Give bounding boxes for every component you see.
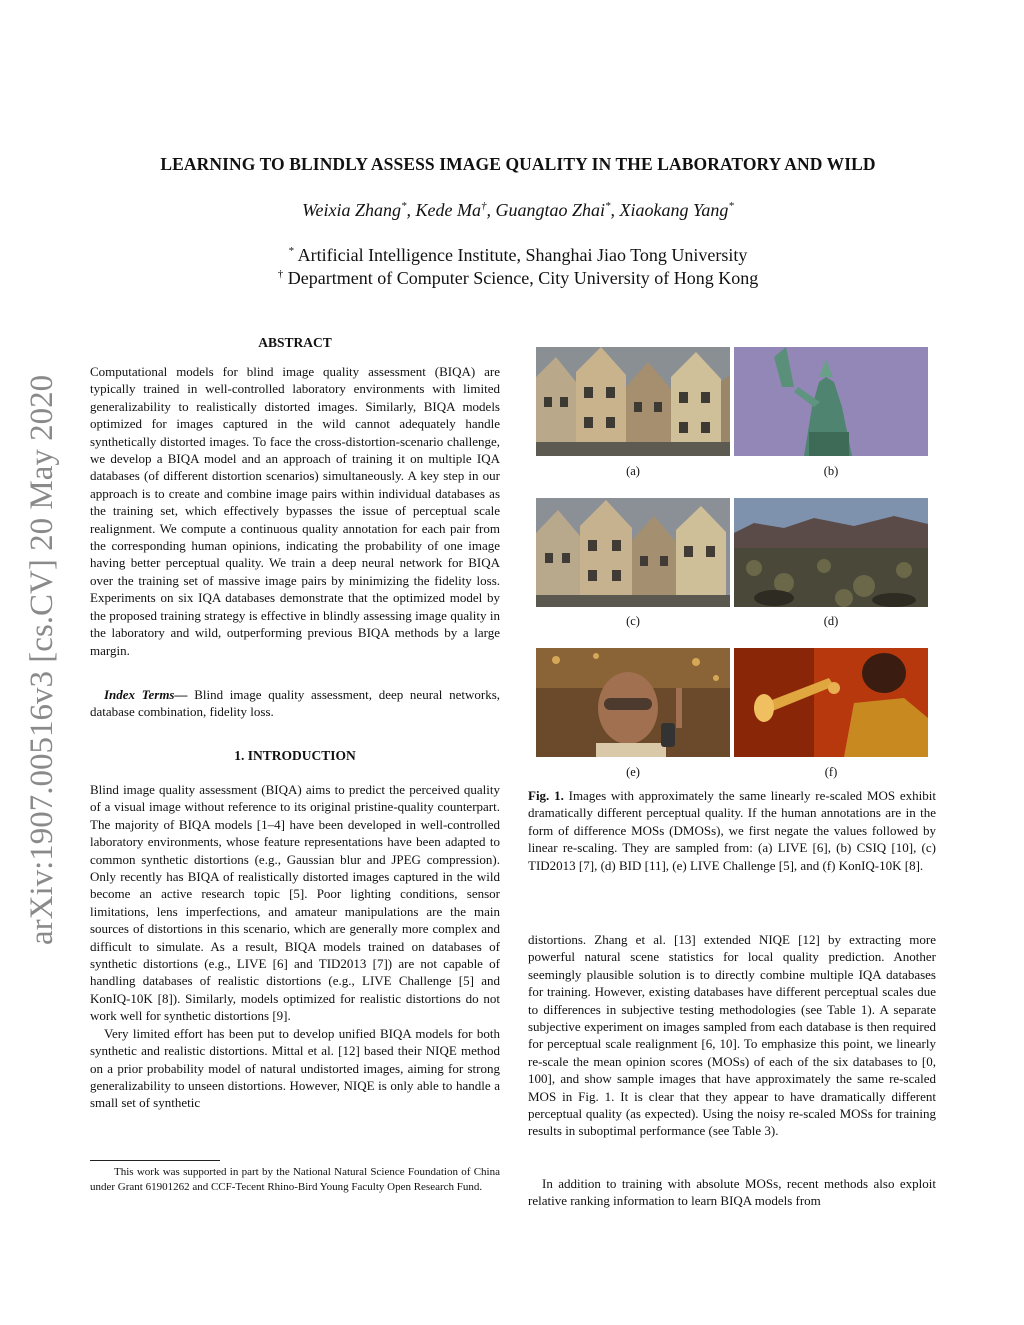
footnote-text: This work was supported in part by the National Natural Science Foundation of China under Grant 61901262 and CCF-Tecent Rhino-Bird Young Faculty Open Research Fund. [90,1166,500,1193]
caption-label: Fig. 1 [528,788,561,803]
affiliation-mark: † [277,268,284,280]
sublabel-a: (a) [626,464,640,478]
intro-paragraph-1: Blind image quality assessment (BIQA) aims to predict the perceived quality of a visual image without reference to its original pristine-quality counterpart. The majority of BIQA models [1–4] have been developed in well-controlled laboratory environments, whose feature representations have been adapted to common synthetic distortions (e.g., Gaussian blur and JPEG compression). Only recently has BIQA of realistically distorted images captured in the wild become an active research topic [5]. Poor lighting conditions, sensor limitations, lens imperfections, and amateur manipulations are the main sources of distortions in this scenario, which are generally more complex and difficult to simulate. As a result, BIQA models trained on databases of synthetic distortions (e.g., LIVE [6] and TID2013 [7]) are not capable of handling databases of realistic distortions (e.g., LIVE Challenge [5] and KonIQ-10K [8]). Similarly, models optimized for realistic distortions do not work well for synthetic distortions [9]. [90,782,500,1024]
intro-body [90,781,500,1112]
author-mark: * [605,200,611,212]
affiliation-text: Artificial Intelligence Institute, Shanghai Jiao Tong University [297,245,748,265]
abstract-heading: ABSTRACT [258,335,332,350]
footnote [90,1165,500,1194]
intro-continued [528,931,936,1140]
intro-paragraph-2: Very limited effort has been put to develop unified BIQA models for both synthetic and realistic distortions. Mittal et al. [12] based their NIQE method on a prior probability model of natural undistorted images, aiming for strong generalizability to unseen distortions. However, NIQE is only able to handle a small set of synthetic [90,1025,500,1111]
author-mark: † [480,200,487,212]
figure-image-b [734,347,928,456]
affiliation-2 [60,268,976,289]
index-terms-text: Blind image quality assessment, deep neural networks, database combination, fidelity loss. [90,687,501,720]
footnote-rule [90,1160,220,1161]
author-mark: * [728,200,734,212]
figure-image-a [536,347,730,456]
author-mark: * [401,200,407,212]
paper-title: LEARNING TO BLINDLY ASSESS IMAGE QUALITY IN THE LABORATORY AND WILD [160,154,876,174]
figure-image-d [734,498,928,607]
abstract-text: Computational models for blind image quality assessment (BIQA) are typically trained in well-controlled laboratory environments with limited generalizability to realistically distorted images. Similarly, BIQA models optimized for images captured in the wild cannot adequately handle synthetically distorted images. To face the cross-distortion-scenario challenge, we develop a BIQA model and an approach of training it on multiple IQA databases (of different distortion scenarios) simultaneously. A key step in our approach is to create and combine image pairs within individual databases as the training set, which effectively bypasses the issue of perceptual scale realignment. We compute a continuous quality annotation for each pair from the corresponding human opinions, indicating the probability of one image having better perceptual quality. We train a deep neural network for BIQA over the training set of massive image pairs by minimizing the fidelity loss. Experiments on six IQA databases demonstrate that the optimized model by the proposed training strategy is effective in blindly assessing image quality in the laboratory and wild, outperforming previous BIQA methods by a large margin. [90,364,500,658]
affiliation-text: Department of Computer Science, City University of Hong Kong [287,268,759,288]
caption-text: Images with approximately the same linearly re-scaled MOS exhibit dramatically different perceptual quality. If the human annotations are in the form of difference MOSs (DMOSs), we first negate the values followed by linear re-scaling. They are sampled from: (a) LIVE [6], (b) CSIQ [10], (c) TID2013 [7], (d) BID [11], (e) LIVE Challenge [5], and (f) KonIQ-10K [8]. [528,788,936,873]
sublabel-c: (c) [626,614,640,628]
figure-image-e [536,648,730,757]
sublabel-b: (b) [823,464,839,478]
intro-continued-2 [528,1175,936,1210]
intro-paragraph-4: In addition to training with absolute MOSs, recent methods also exploit relative ranking information to learn BIQA models from [528,1176,936,1209]
intro-paragraph-3: distortions. Zhang et al. [13] extended NIQE [12] by extracting more powerful natural scene statistics for local quality prediction. Another seemingly plausible solution is to directly combine multiple IQA databases for training. However, existing databases have different perceptual scales due to differences in subjective testing methodologies (see Table 1). A separate subjective experiment on images sampled from each database is then required for perceptual scale realignment [6, 10]. To emphasize this point, we linearly re-scale the mean opinion scores (MOSs) of each of the six databases to [0, 100], and show sample images that have approximately the same re-scaled MOS in Fig. 1. It is clear that they appear to have dramatically different perceptual quality (as expected). Using the noisy re-scaled MOSs for training results in suboptimal performance (see Table 3). [528,932,936,1139]
sublabel-f: (f) [824,765,838,779]
affiliation-1 [60,245,976,266]
index-terms [90,686,500,721]
abstract-body [90,363,500,659]
author-name: Xiaokang Yang [619,200,729,220]
affiliation-mark: * [288,245,295,257]
sublabel-d: (d) [823,614,839,628]
author-name: Guangtao Zhai [495,200,605,220]
arxiv-identifier: arXiv:1907.00516v3 [cs.CV] 20 May 2020 [24,374,60,945]
index-terms-label: Index Terms— [104,687,188,702]
intro-heading: 1. INTRODUCTION [234,748,356,763]
figure-image-f [734,648,928,757]
sublabel-e: (e) [626,765,640,779]
author-list: Weixia Zhang*, Kede Ma†, Guangtao Zhai*, Xiaokang Yang* [302,200,734,220]
author-name: Kede Ma [415,200,481,220]
figure-image-c [536,498,730,607]
author-name: Weixia Zhang [302,200,401,220]
figure-caption: Fig. 1. Images with approximately the same linearly re-scaled MOS exhibit dramatically different perceptual quality. If the human annotations are in the form of difference MOSs (DMOSs), we first negate the values followed by linear re-scaling. They are sampled from: (a) LIVE [6], (b) CSIQ [10], (c) TID2013 [7], (d) BID [11], (e) LIVE Challenge [5], and (f) KonIQ-10K [8]. [528,788,936,873]
